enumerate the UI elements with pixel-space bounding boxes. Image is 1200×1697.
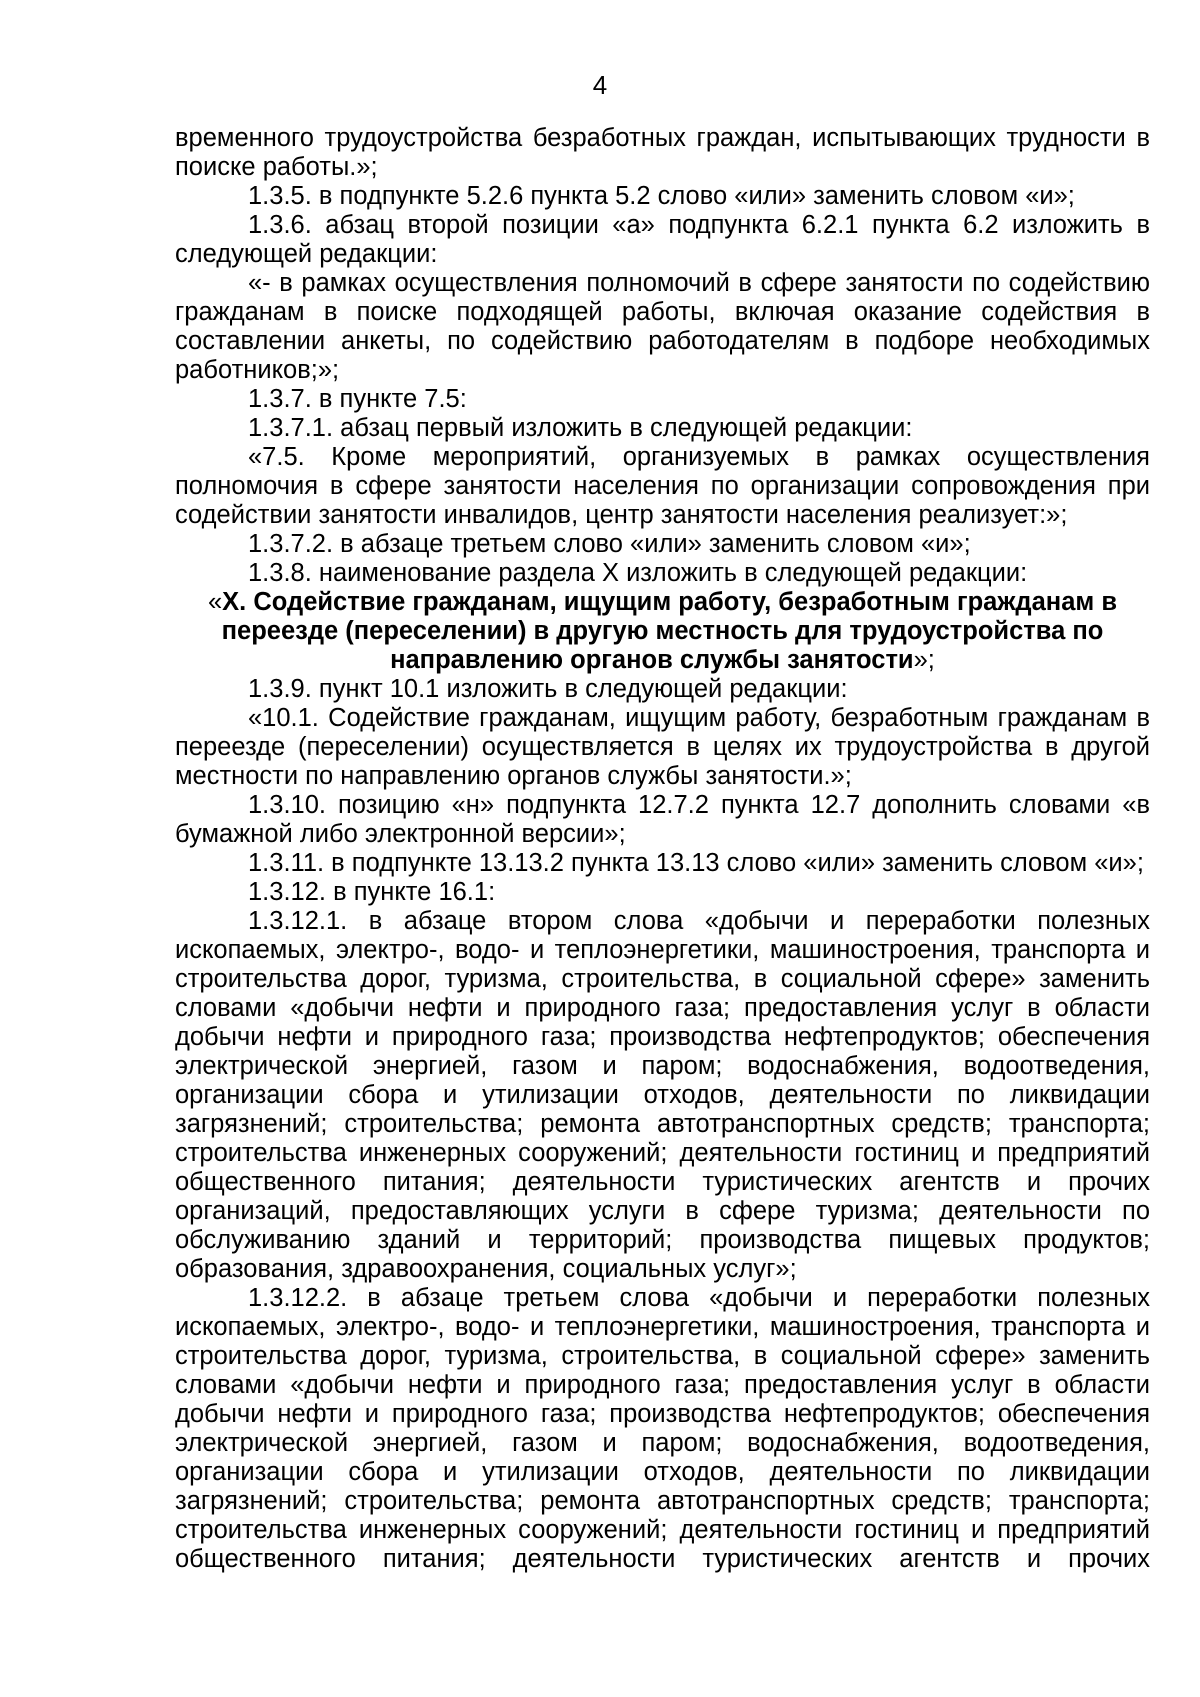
document-body: [175, 124, 1150, 1574]
paragraph-1-3-12-2: 1.3.12.2. в абзаце третьем слова «добычи и переработки полезных ископаемых, электро-, водо- и теплоэнергетики, машиностроения, транспорта и строительства дорог, туризма, строительства, в социальной сфере» заменить словами «добычи нефти и природного газа; предоставления услуг в области добычи нефти и природного газа; производства нефтепродуктов; обеспечения электрической энергией, газом и паром; водоснабжения, водоотведения, организации сбора и утилизации отходов, деятельности по ликвидации загрязнений; строительства; ремонта автотранспортных средств; транспорта; строительства инженерных сооружений; деятельности гостиниц и предприятий общественного питания; деятельности туристических агентств и прочих: [175, 1284, 1150, 1573]
heading-open-quote: «: [207, 588, 223, 616]
page-number: 4: [592, 70, 608, 100]
paragraph-1-3-7-2: 1.3.7.2. в абзаце третьем слово «или» заменить словом «и»;: [248, 530, 971, 558]
section-heading-x: [175, 588, 1150, 675]
paragraph-quote-10-1: «10.1. Содействие гражданам, ищущим работу, безработным гражданам в переезде (переселении) осуществляется в целях их трудоустройства в другой местности по направлению органов службы занятости.»;: [175, 704, 1150, 790]
paragraph-quote-7-5: «7.5. Кроме мероприятий, организуемых в рамках осуществления полномочия в сфере занятости населения по организации сопровождения при содействии занятости инвалидов, центр занятости населения реализует:»;: [175, 443, 1150, 529]
paragraph-1-3-7-1: 1.3.7.1. абзац первый изложить в следующей редакции:: [248, 414, 913, 442]
paragraph-1-3-10: 1.3.10. позицию «н» подпункта 12.7.2 пункта 12.7 дополнить словами «в бумажной либо электронной версии»;: [175, 791, 1150, 848]
paragraph-continuation: временного трудоустройства безработных граждан, испытывающих трудности в поиске работы.»;: [175, 124, 1150, 181]
heading-title: X. Содействие гражданам, ищущим работу, безработным гражданам в переезде (переселении) в другую местность для трудоустройства по направлению органов службы занятости: [221, 588, 1118, 674]
paragraph-1-3-8: 1.3.8. наименование раздела X изложить в следующей редакции:: [248, 559, 1028, 587]
paragraph-1-3-7: 1.3.7. в пункте 7.5:: [248, 385, 467, 413]
paragraph-1-3-11: 1.3.11. в подпункте 13.13.2 пункта 13.13 слово «или» заменить словом «и»;: [248, 849, 1144, 877]
paragraph-quote-employment: «- в рамках осуществления полномочий в сфере занятости по содействию гражданам в поиске подходящей работы, включая оказание содействия в составлении анкеты, по содействию работодателям в подборе необходимых работников;»;: [175, 269, 1150, 384]
heading-close-quote: »;: [913, 646, 935, 674]
paragraph-1-3-12-1: 1.3.12.1. в абзаце втором слова «добычи и переработки полезных ископаемых, электро-, водо- и теплоэнергетики, машиностроения, транспорта и строительства дорог, туризма, строительства, в социальной сфере» заменить словами «добычи нефти и природного газа; предоставления услуг в области добычи нефти и природного газа; производства нефтепродуктов; обеспечения электрической энергией, газом и паром; водоснабжения, водоотведения, организации сбора и утилизации отходов, деятельности по ликвидации загрязнений; строительства; ремонта автотранспортных средств; транспорта; строительства инженерных сооружений; деятельности гостиниц и предприятий общественного питания; деятельности туристических агентств и прочих организаций, предоставляющих услуги в сфере туризма; деятельности по обслуживанию зданий и территорий; производства пищевых продуктов; образования, здравоохранения, социальных услуг»;: [175, 907, 1150, 1283]
paragraph-1-3-6: 1.3.6. абзац второй позиции «а» подпункта 6.2.1 пункта 6.2 изложить в следующей редакции:: [175, 211, 1150, 268]
paragraph-1-3-5: 1.3.5. в подпункте 5.2.6 пункта 5.2 слово «или» заменить словом «и»;: [248, 182, 1075, 210]
paragraph-1-3-12: 1.3.12. в пункте 16.1:: [248, 878, 496, 906]
paragraph-1-3-9: 1.3.9. пункт 10.1 изложить в следующей редакции:: [248, 675, 848, 703]
